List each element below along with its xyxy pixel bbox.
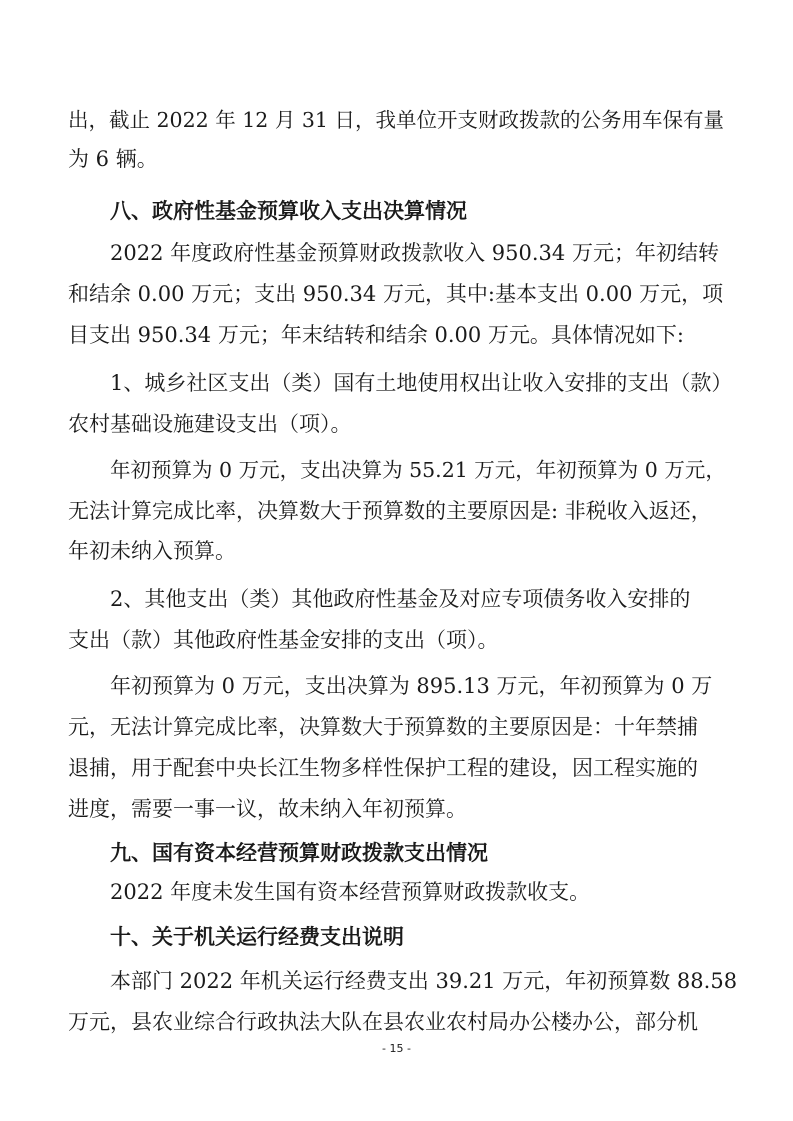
section-heading: 九、国有资本经营预算财政拨款支出情况 [110,841,488,865]
body-text-line: 2022 年度未发生国有资本经营预算财政拨款收支。 [110,880,591,904]
body-text-line: 年初未纳入预算。 [68,539,236,563]
body-text-line: 为 6 辆。 [68,147,158,171]
body-text-line: 出，截止 2022 年 12 月 31 日，我单位开支财政拨款的公务用车保有量 [68,108,724,132]
body-text-line: 本部门 2022 年机关运行经费支出 39.21 万元，年初预算数 88.58 [110,969,738,993]
body-text-line: 2、其他支出（类）其他政府性基金及对应专项债务收入安排的 [110,587,691,611]
body-text-line: 1、城乡社区支出（类）国有土地使用权出让收入安排的支出（款） [110,371,733,395]
body-text-line: 退捕，用于配套中央长江生物多样性保护工程的建设，因工程实施的 [68,756,698,780]
section-heading: 十、关于机关运行经费支出说明 [110,925,404,949]
body-text-line: 元，无法计算完成比率，决算数大于预算数的主要原因是：十年禁捕 [68,715,698,739]
body-text-line: 目支出 950.34 万元；年末结转和结余 0.00 万元。具体情况如下: [68,323,685,347]
body-text-line: 无法计算完成比率，决算数大于预算数的主要原因是: 非税收入返还， [68,499,712,523]
body-text-line: 年初预算为 0 万元，支出决算为 55.21 万元，年初预算为 0 万元， [110,458,726,482]
body-text-line: 和结余 0.00 万元；支出 950.34 万元，其中:基本支出 0.00 万元，项 [68,282,724,306]
body-text-line: 进度，需要一事一议，故未纳入年初预算。 [68,797,467,821]
section-heading: 八、政府性基金预算收入支出决算情况 [110,199,467,223]
page-number: - 15 - [382,1042,411,1055]
body-text-line: 农村基础设施建设支出（项）。 [68,412,352,436]
body-text-line: 2022 年度政府性基金预算财政拨款收入 950.34 万元；年初结转 [110,241,719,265]
body-text-line: 支出（款）其他政府性基金安排的支出（项）。 [68,628,499,652]
body-text-line: 年初预算为 0 万元，支出决算为 895.13 万元，年初预算为 0 万 [110,674,713,698]
body-text-line: 万元，县农业综合行政执法大队在县农业农村局办公楼办公，部分机 [68,1010,698,1034]
